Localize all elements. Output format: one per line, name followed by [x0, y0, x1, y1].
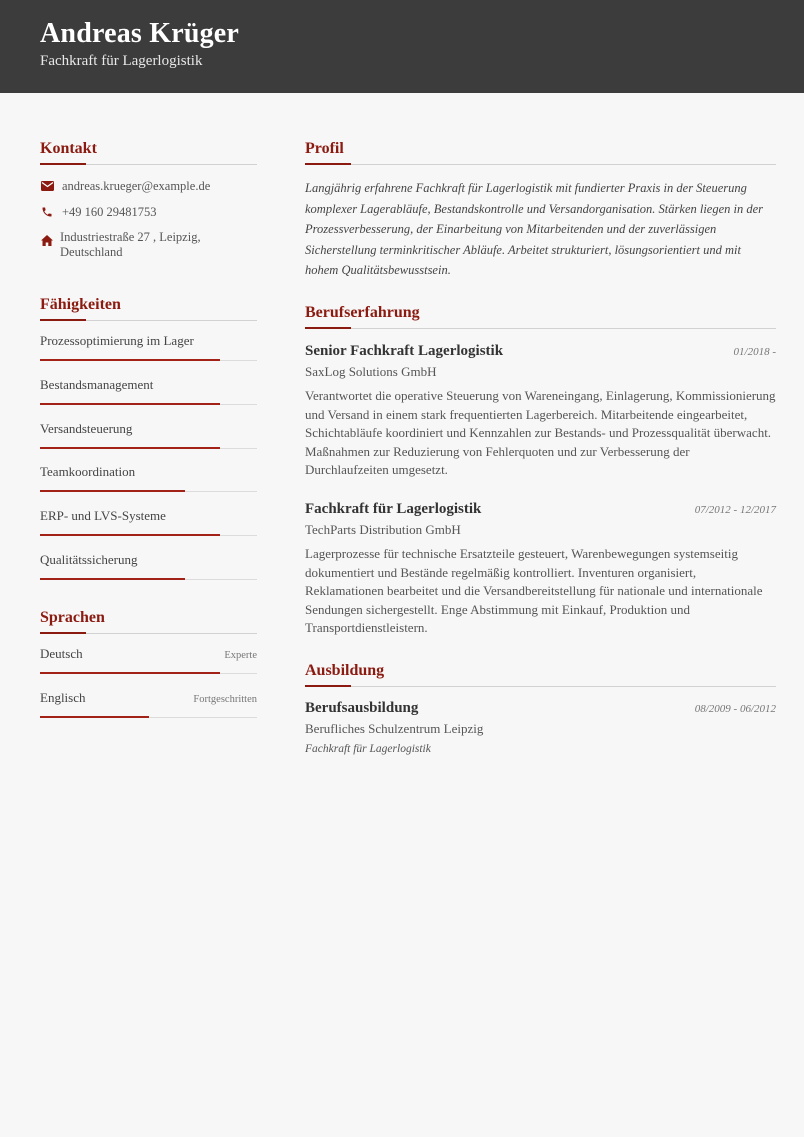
contact-email-row[interactable]: [40, 179, 210, 194]
language-level: Fortgeschritten: [193, 694, 257, 705]
contact-address: [60, 230, 201, 260]
resume-header: [0, 0, 804, 93]
language-bar-fill: [40, 672, 220, 674]
skill-item: [40, 421, 257, 449]
profile-heading: Profil: [305, 140, 344, 157]
section-divider: [40, 164, 257, 165]
skill-bar-fill: [40, 578, 185, 580]
candidate-name: Andreas Krüger: [40, 18, 240, 49]
phone-icon: [40, 205, 54, 219]
education-heading: Ausbildung: [305, 662, 385, 679]
language-item: [40, 646, 257, 674]
education-dates: 08/2009 - 06/2012: [694, 703, 776, 715]
skill-item: [40, 552, 257, 580]
contact-phone[interactable]: +49 160 29481753: [62, 205, 157, 219]
section-divider: [305, 686, 776, 687]
skill-label: ERP- und LVS-Systeme: [40, 508, 166, 523]
section-divider: [305, 164, 776, 165]
education-school: Berufliches Schulzentrum Leipzig: [305, 721, 484, 736]
address-line-1: Industriestraße 27 , Leipzig,: [60, 230, 201, 244]
skill-label: Prozessoptimierung im Lager: [40, 333, 194, 348]
language-bar: [40, 673, 257, 674]
job-dates: 07/2012 - 12/2017: [694, 504, 776, 516]
contact-address-row: [40, 230, 201, 260]
language-bar: [40, 717, 257, 718]
education-degree: Berufsausbildung: [305, 700, 419, 716]
section-divider: [40, 320, 257, 321]
job-company: SaxLog Solutions GmbH: [305, 364, 437, 379]
skill-bar: [40, 535, 257, 536]
language-level: Experte: [224, 650, 257, 661]
language-label: Deutsch: [40, 646, 83, 661]
language-item: [40, 690, 257, 718]
languages-heading: Sprachen: [40, 609, 105, 626]
skill-item: [40, 377, 257, 405]
section-divider: [305, 328, 776, 329]
address-line-2: Deutschland: [60, 245, 123, 259]
profile-text: Langjährig erfahrene Fachkraft für Lagerlogistik mit fundierter Praxis in der Steuerung komplexer Lagerabläufe, Bestandskontrolle und Versandorganisation. Stärken liegen in der Prozessverbesserung, der Einarbeitung von Mitarbeitenden und der zuverlässigen Sicherstellung terminkritischer Abläufe. Arbeitet strukturiert, lösungsorientiert und mit hohem Qualitätsbewusstsein.: [305, 181, 764, 277]
language-label: Englisch: [40, 690, 86, 705]
skill-item: [40, 508, 257, 536]
contact-phone-row[interactable]: [40, 205, 157, 220]
skill-bar: [40, 404, 257, 405]
skill-bar-fill: [40, 447, 220, 449]
skills-heading: Fähigkeiten: [40, 296, 121, 313]
skill-bar: [40, 448, 257, 449]
skill-bar-fill: [40, 403, 220, 405]
section-divider: [40, 633, 257, 634]
profile-section: [305, 139, 776, 165]
skill-label: Qualitätssicherung: [40, 552, 138, 567]
skill-bar: [40, 360, 257, 361]
skill-label: Versandsteuerung: [40, 421, 133, 436]
job-description: Lagerprozesse für technische Ersatzteile gesteuert, Warenbewegungen systemseitig dokumentiert und Bestände regelmäßig kontrolliert. Inventuren organisiert, Reklamationen bearbeitet und die Versandbereitstellung für nationale und internationale Sendungen sichergestellt. Enge Abstimmung mit Einkauf, Produktion und Transportdienstleistern.: [305, 546, 763, 635]
contact-email[interactable]: andreas.krueger@example.de: [62, 179, 211, 193]
experience-heading: Berufserfahrung: [305, 304, 420, 321]
contact-section: [40, 139, 257, 165]
skill-bar-fill: [40, 534, 220, 536]
job-description: Verantwortet die operative Steuerung von Wareneingang, Einlagerung, Kommissionierung und Versand in einem stark frequentierten Lagerbereich. Mitarbeitende eingearbeitet, Schichtabläufe koordiniert und Kennzahlen zur Bestands- und Prozessqualität überwacht. Maßnahmen zur Reduzierung von Fehlerquoten und zur Verbesserung der Durchlaufzeiten umgesetzt.: [305, 388, 776, 477]
language-bar-fill: [40, 716, 149, 718]
education-detail: Fachkraft für Lagerlogistik: [305, 743, 431, 755]
skills-section: [40, 295, 257, 321]
skill-label: Bestandsmanagement: [40, 377, 154, 392]
skill-bar: [40, 579, 257, 580]
skill-item: [40, 464, 257, 492]
skill-label: Teamkoordination: [40, 464, 136, 479]
education-entry: [305, 698, 776, 757]
job-dates: 01/2018 -: [733, 346, 776, 358]
job-role: Senior Fachkraft Lagerlogistik: [305, 343, 504, 359]
skill-bar-fill: [40, 490, 185, 492]
candidate-title: Fachkraft für Lagerlogistik: [40, 53, 203, 69]
mail-icon: [40, 179, 54, 193]
education-section: [305, 661, 776, 687]
skill-bar-fill: [40, 359, 220, 361]
job-entry: [305, 499, 776, 638]
skill-bar: [40, 491, 257, 492]
experience-section: [305, 303, 776, 329]
job-company: TechParts Distribution GmbH: [305, 522, 461, 537]
contact-heading: Kontakt: [40, 140, 97, 157]
home-icon: [40, 233, 54, 247]
languages-section: [40, 608, 257, 634]
job-role: Fachkraft für Lagerlogistik: [305, 501, 482, 517]
job-entry: [305, 341, 776, 480]
skill-item: [40, 333, 257, 361]
